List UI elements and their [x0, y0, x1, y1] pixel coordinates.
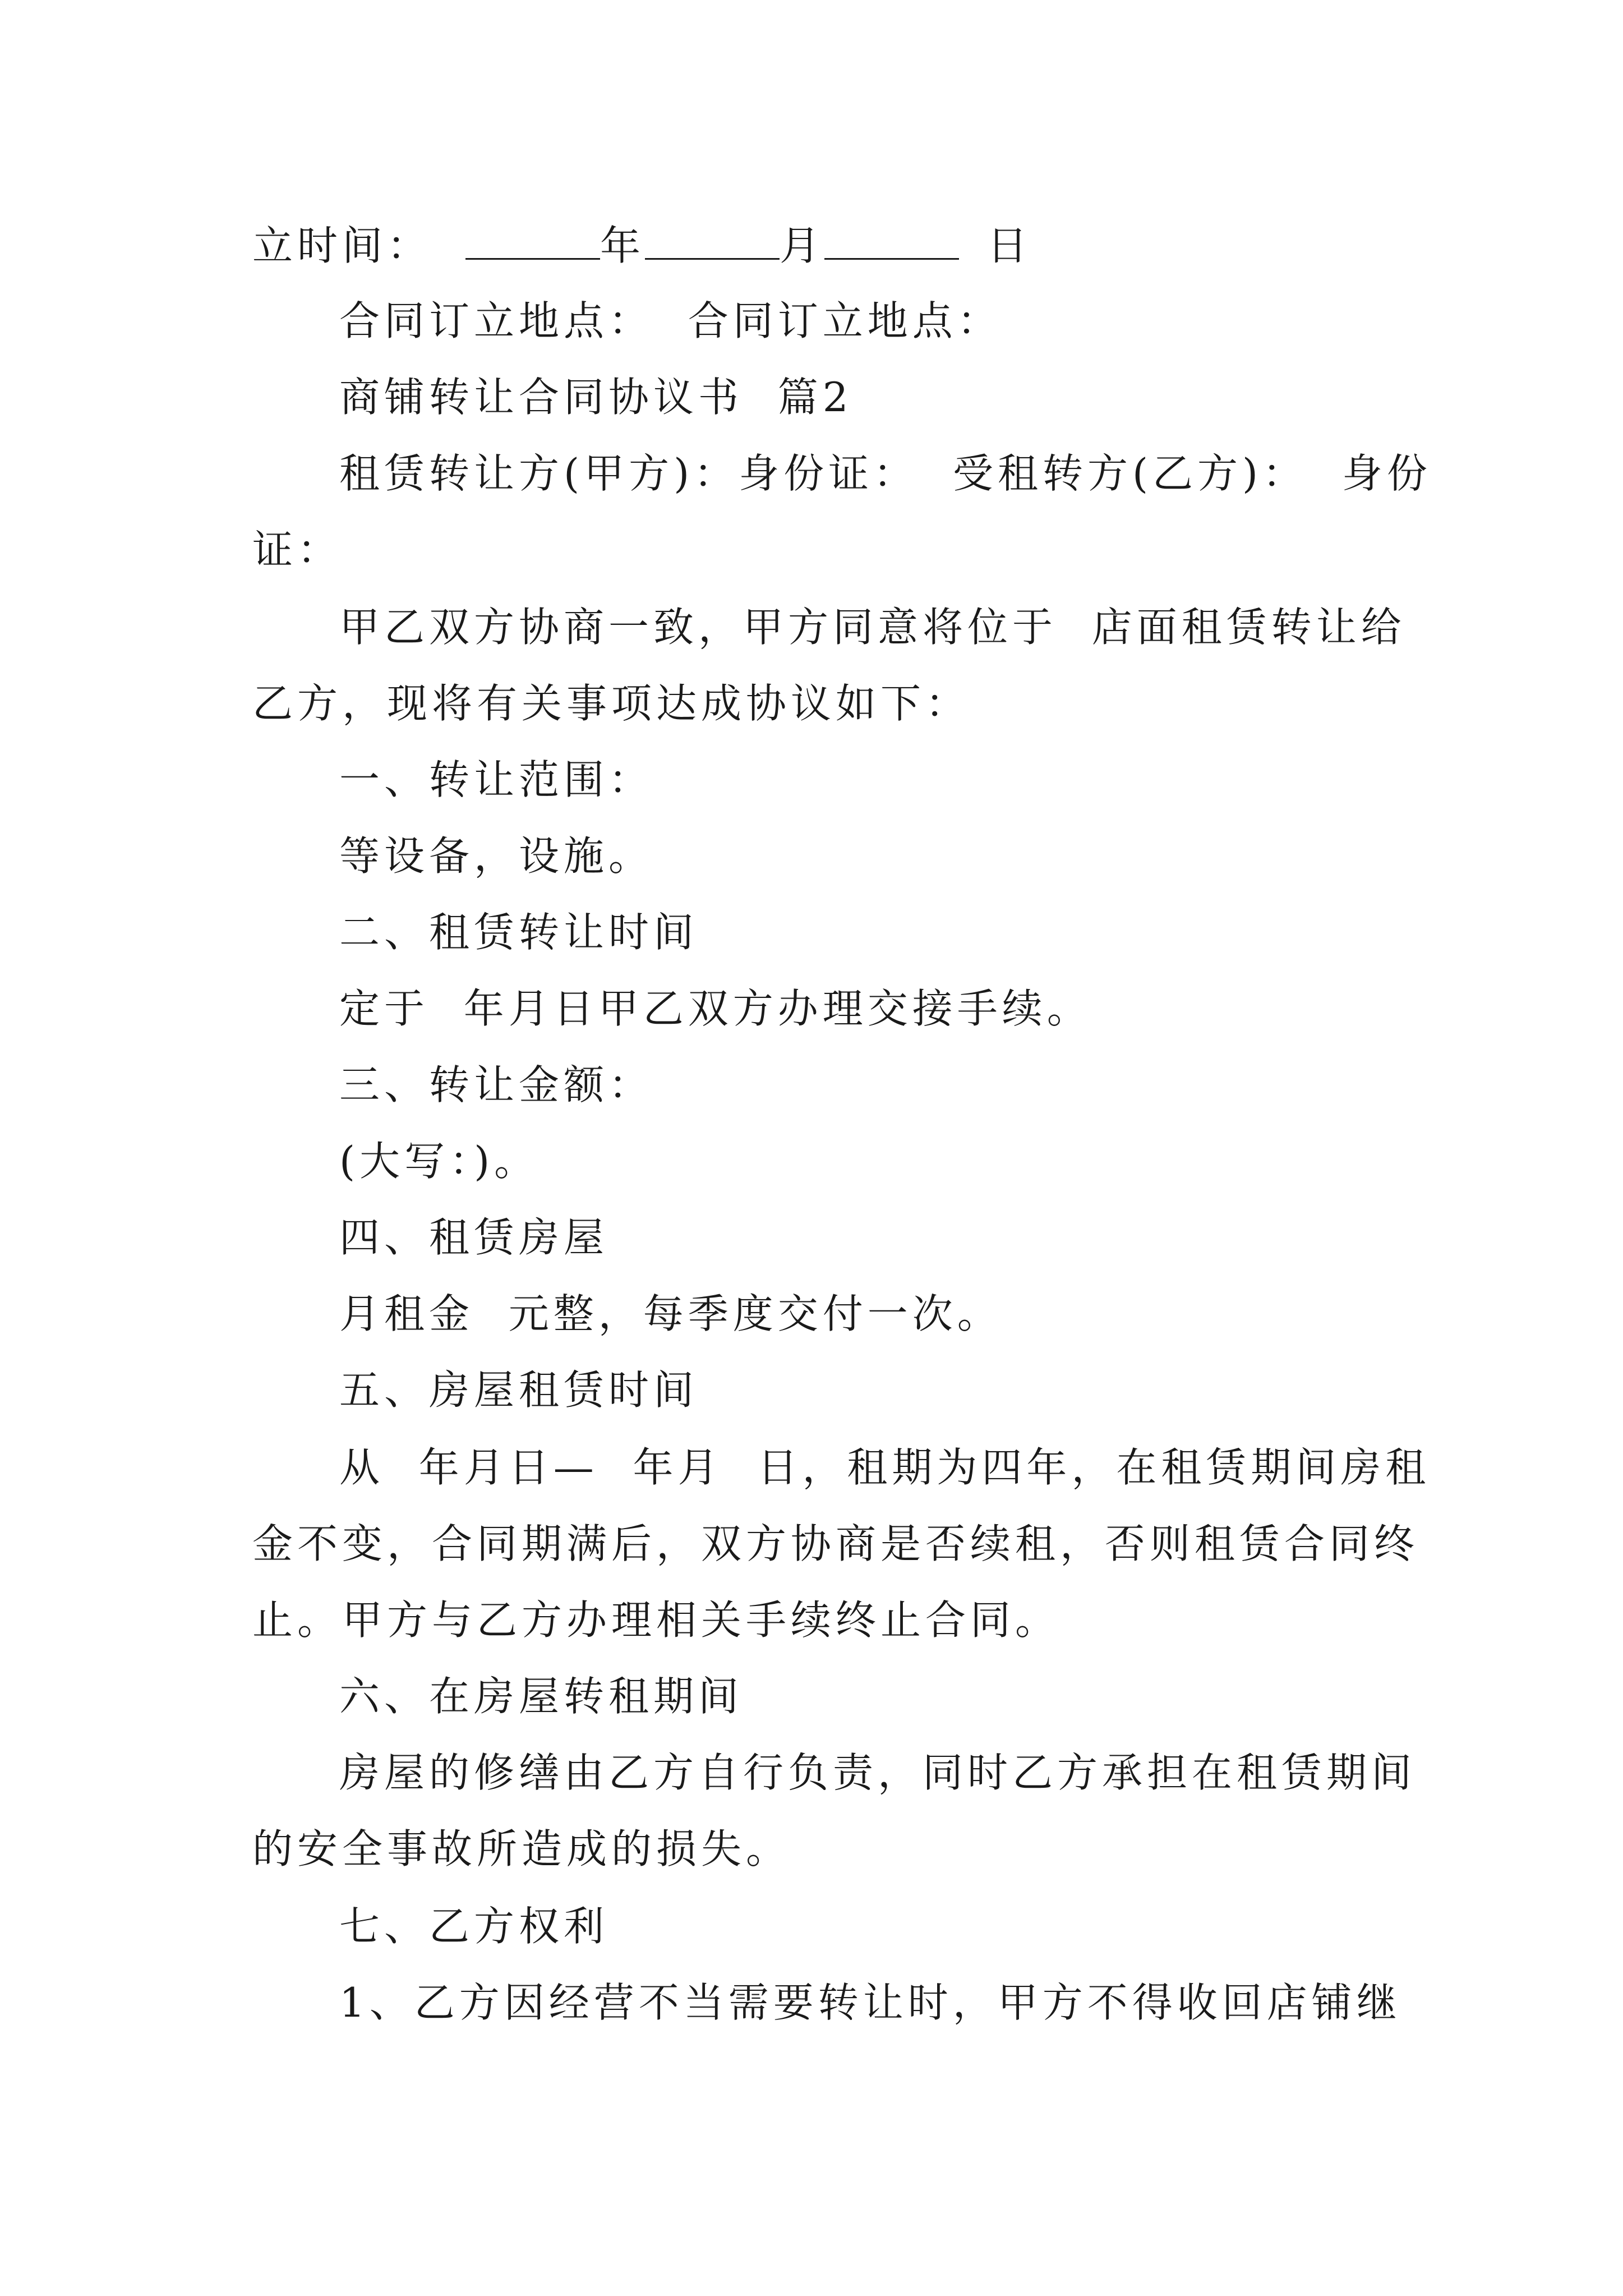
- section-title: 商铺转让合同协议书 篇2: [339, 374, 853, 421]
- heading-sublease: 六、在房屋转租期间: [339, 1673, 744, 1720]
- rent-text: 月租金 元整，每季度交付一次。: [339, 1290, 1002, 1337]
- contract-place-line: 合同订立地点： 合同订立地点：: [339, 297, 1002, 344]
- transfer-time-text: 定于 年月日甲乙双方办理交接手续。: [339, 985, 1092, 1032]
- month-blank: [645, 223, 780, 260]
- month-label: 月: [780, 222, 825, 269]
- day-label: 日: [987, 222, 1032, 269]
- sublease-text: 房屋的修缮由乙方自行负责，同时乙方承担在租赁期间: [339, 1749, 1417, 1796]
- heading-lease-house: 四、租赁房屋: [339, 1214, 609, 1261]
- year-blank: [465, 223, 600, 260]
- lease-period-text-cont2: 止。甲方与乙方办理相关手续终止合同。: [252, 1596, 1061, 1644]
- heading-amount: 三、转让金额：: [339, 1061, 654, 1108]
- heading-rights: 七、乙方权利: [339, 1903, 609, 1950]
- amount-text: (大写：)。: [339, 1138, 540, 1185]
- heading-scope: 一、转让范围：: [339, 756, 654, 803]
- parties-line: 租赁转让方(甲方)：身份证： 受租转方(乙方)： 身份: [339, 450, 1432, 497]
- intro-paragraph-cont: 乙方，现将有关事项达成协议如下：: [252, 680, 971, 727]
- year-label: 年: [600, 222, 645, 269]
- date-line: [252, 222, 1032, 269]
- heading-lease-period: 五、房屋租赁时间: [339, 1366, 699, 1414]
- parties-line-cont: 证：: [252, 526, 343, 573]
- scope-text: 等设备，设施。: [339, 832, 654, 880]
- intro-paragraph: 甲乙双方协商一致，甲方同意将位于 店面租赁转让给: [339, 604, 1406, 651]
- lease-period-text: 从 年月日— 年月 日，租期为四年，在租赁期间房租: [339, 1444, 1431, 1491]
- heading-transfer-time: 二、租赁转让时间: [339, 909, 699, 956]
- rights-item-1: 1、乙方因经营不当需要转让时，甲方不得收回店铺继: [339, 1979, 1401, 2026]
- date-label: 立时间：: [252, 222, 432, 269]
- lease-period-text-cont1: 金不变，合同期满后，双方协商是否续租，否则租赁合同终: [252, 1520, 1419, 1567]
- sublease-text-cont: 的安全事故所造成的损失。: [252, 1825, 791, 1872]
- day-blank: [824, 223, 959, 260]
